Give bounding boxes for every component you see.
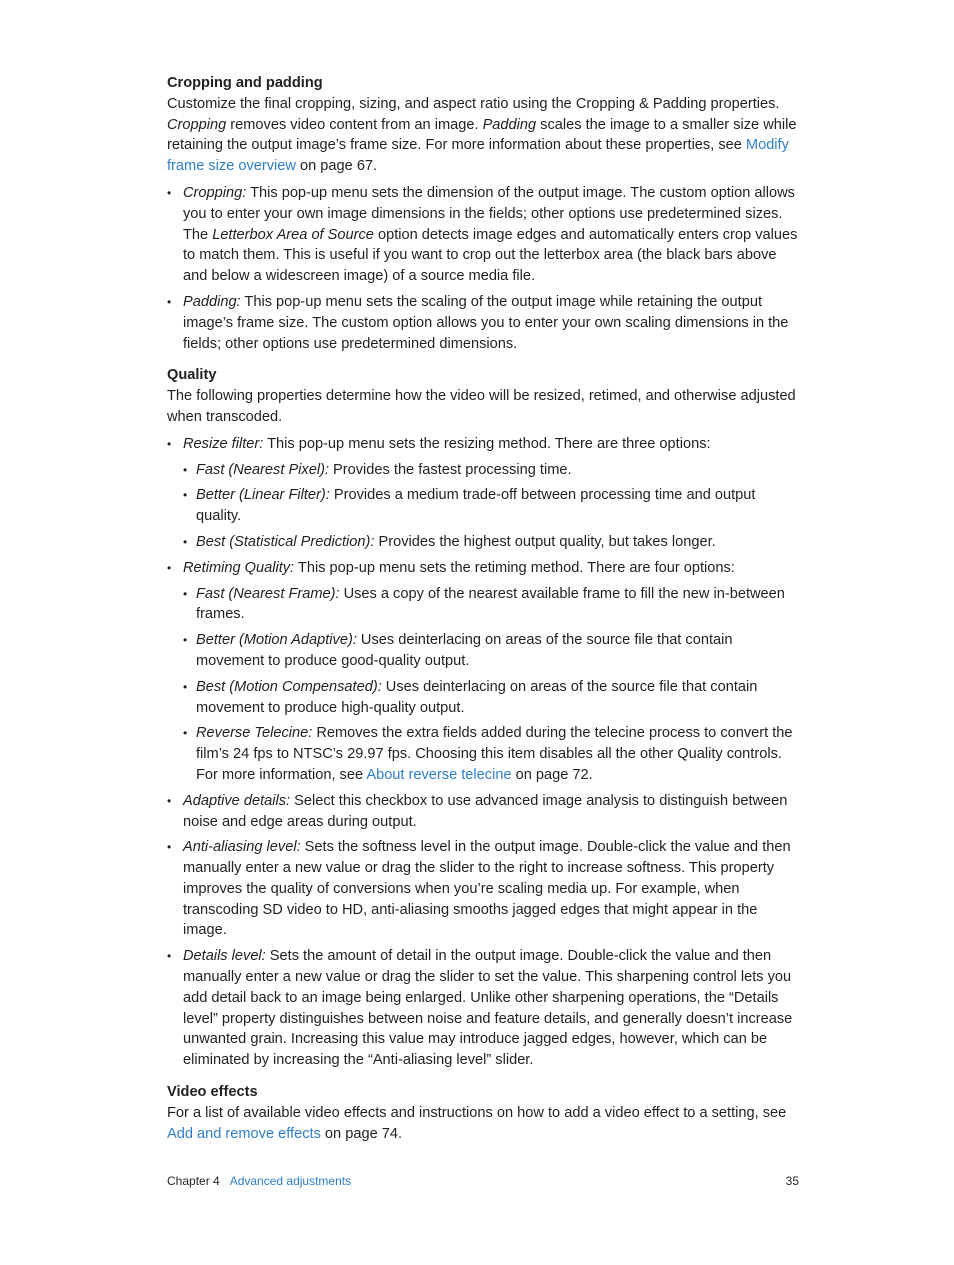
cropping-list	[167, 183, 799, 354]
list-item: • Better (Motion Adaptive): Uses deinterlacing on areas of the source file that contain movement to produce good-quality output.	[183, 630, 799, 672]
page-number: 35	[785, 1174, 799, 1188]
list-item: • Resize filter: This pop-up menu sets the resizing method. There are three options: • Fast (Nearest Pixel): Provides the fastest processing time. • Better (Linear Filter): Provides a medium trade-off between processing time and output quality. • Best (Statistical Prediction): Provides the highest output quality, but takes longer.	[167, 434, 799, 553]
list-item: • Cropping: This pop-up menu sets the dimension of the output image. The custom option allows you to enter your own image dimensions in the fields; other options use predetermined sizes. The Letterbox Area of Source option detects image edges and automatically enters crop values to match them. This is useful if you want to crop out the letterbox area (the black bars above and below a widescreen image) of a source media file.	[167, 183, 799, 287]
list-item: • Best (Motion Compensated): Uses deinterlacing on areas of the source file that contain movement to produce high-quality output.	[183, 677, 799, 719]
list-item: • Better (Linear Filter): Provides a medium trade-off between processing time and output quality.	[183, 485, 799, 527]
video-effects-heading: Video effects	[167, 1084, 258, 1101]
list-item: • Retiming Quality: This pop-up menu sets the retiming method. There are four options: • Fast (Nearest Frame): Uses a copy of the nearest available frame to fill the new in-between frames. • Better (Motion Adaptive): Uses deinterlacing on areas of the source file that contain movement to produce good-quality output. • Best (Motion Compensated): Uses deinterlacing on areas of the source file that contain movement to produce high-quality output. • Reverse Telecine: Removes the extra fields added during the telecine process to convert the film’s 24 fps to NTSC’s 29.97 fps. Choosing this item disables all the other Quality controls. For more information, see About reverse telecine on page 72.	[167, 558, 799, 786]
list-item: • Fast (Nearest Pixel): Provides the fastest processing time.	[183, 460, 799, 481]
video-effects-text: For a list of available video effects and instructions on how to add a video effect to a setting, see Add and remove effects on page 74.	[167, 1104, 787, 1142]
about-reverse-telecine-link[interactable]: About reverse telecine	[366, 766, 512, 783]
list-item: • Reverse Telecine: Removes the extra fields added during the telecine process to convert the film’s 24 fps to NTSC’s 29.97 fps. Choosing this item disables all the other Quality controls. For more information, see About reverse telecine on page 72.	[183, 723, 799, 785]
page-footer	[167, 1173, 799, 1189]
list-item: • Padding: This pop-up menu sets the scaling of the output image while retaining the output image’s frame size. The custom option allows you to enter your own scaling dimensions in the fields; other options use predetermined dimensions.	[167, 292, 799, 354]
list-item: • Anti-aliasing level: Sets the softness level in the output image. Double-click the value and then manually enter a new value or drag the slider to the right to increase softness. This property improves the quality of conversions when you’re scaling media up. For example, when transcoding SD video to HD, anti-aliasing smooths jagged edges that might appear in the image.	[167, 837, 799, 941]
list-item: • Adaptive details: Select this checkbox to use advanced image analysis to distinguish between noise and edge areas during output.	[167, 791, 799, 833]
chapter-title-link[interactable]: Advanced adjustments	[229, 1174, 352, 1188]
cropping-intro: Customize the final cropping, sizing, and aspect ratio using the Cropping & Padding properties. Cropping removes video content from an image. Padding scales the image to a smaller size while retaining the output image’s frame size. For more information about these properties, see Modify frame size overview on page 67.	[167, 95, 797, 175]
quality-list	[167, 434, 799, 1071]
resize-options-list	[183, 460, 799, 553]
quality-heading: Quality	[167, 367, 217, 384]
list-item: • Best (Statistical Prediction): Provides the highest output quality, but takes longer.	[183, 532, 799, 553]
list-item: • Details level: Sets the amount of detail in the output image. Double-click the value and then manually enter a new value or drag the slider to set the value. This sharpening control lets you add detail back to an image being enlarged. Unlike other sharpening operations, the “Details level” property distinguishes between noise and feature details, and generally doesn’t increase unwanted grain. Increasing this value may introduce jagged edges, however, which can be eliminated by increasing the “Anti-aliasing level” slider.	[167, 946, 799, 1071]
cropping-section	[167, 73, 799, 354]
list-item: • Fast (Nearest Frame): Uses a copy of the nearest available frame to fill the new in-between frames.	[183, 584, 799, 626]
video-effects-section	[167, 1082, 799, 1144]
page-content	[167, 73, 799, 1155]
quality-intro: The following properties determine how the video will be resized, retimed, and otherwise adjusted when transcoded.	[167, 388, 796, 425]
cropping-heading: Cropping and padding	[167, 75, 323, 91]
modify-frame-size-link[interactable]: Modify frame size overview	[167, 137, 789, 175]
add-remove-effects-link[interactable]: Add and remove effects	[167, 1125, 321, 1142]
chapter-label: Chapter 4	[167, 1174, 220, 1188]
quality-section	[167, 365, 799, 1071]
retiming-options-list	[183, 584, 799, 786]
